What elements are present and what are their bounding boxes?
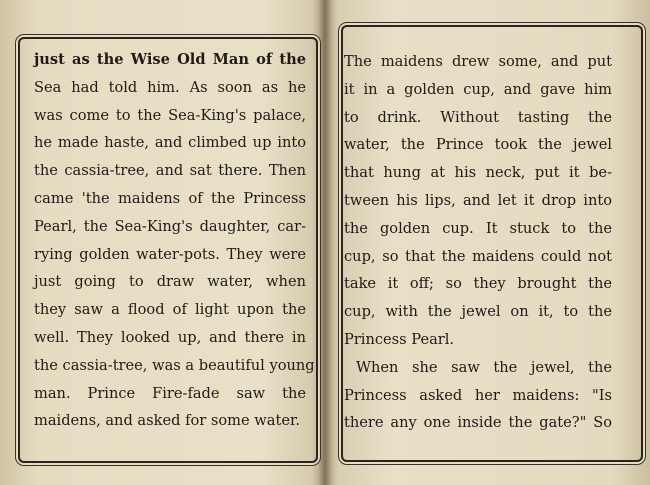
text-line: the cassia-tree, and sat there. Then [34, 162, 306, 180]
text-line: well. They looked up, and there in [34, 328, 306, 346]
text-line: to drink. Without tasting the [344, 108, 612, 126]
right-page-text [344, 48, 612, 437]
text-line: came 'the maidens of the Princess [34, 189, 306, 207]
text-line: water, the Prince took the jewel [344, 136, 612, 154]
text-line: rying golden water-pots. They were [34, 245, 306, 263]
text-line: there any one inside the gate?" So [344, 414, 612, 432]
text-line: man. Prince Fire-fade saw the [34, 384, 306, 402]
text-line: just as the Wise Old Man of the [34, 51, 306, 68]
text-line: that hung at his neck, put it be- [344, 164, 612, 182]
book-spine [318, 0, 332, 485]
text-line: Princess Pearl. [344, 330, 455, 348]
text-line: tween his lips, and let it drop into [344, 191, 612, 209]
text-line: cup, so that the maidens could not [344, 247, 612, 265]
text-line: cup, with the jewel on it, to the [344, 303, 612, 321]
text-line: was come to the Sea-King's palace, [34, 106, 306, 124]
text-line: Sea had told him. As soon as he [34, 78, 306, 96]
text-line: just going to draw water, when [34, 273, 306, 291]
text-line: take it off; so they brought the [344, 275, 612, 293]
text-line: he made haste, and climbed up into [34, 134, 306, 152]
text-line: it in a golden cup, and gave him [344, 80, 612, 98]
text-line: When she saw the jewel, the [356, 358, 612, 376]
text-line: Princess asked her maidens: "Is [344, 386, 612, 404]
text-line: the cassia-tree, was a beautiful young [34, 356, 315, 374]
text-line: Pearl, the Sea-King's daughter, car- [34, 217, 306, 235]
text-line: maidens, and asked for some water. [34, 412, 300, 430]
left-page-text [34, 46, 315, 435]
text-line: they saw a flood of light upon the [34, 301, 306, 319]
text-line: The maidens drew some, and put [344, 53, 612, 70]
text-line: the golden cup. It stuck to the [344, 219, 612, 237]
